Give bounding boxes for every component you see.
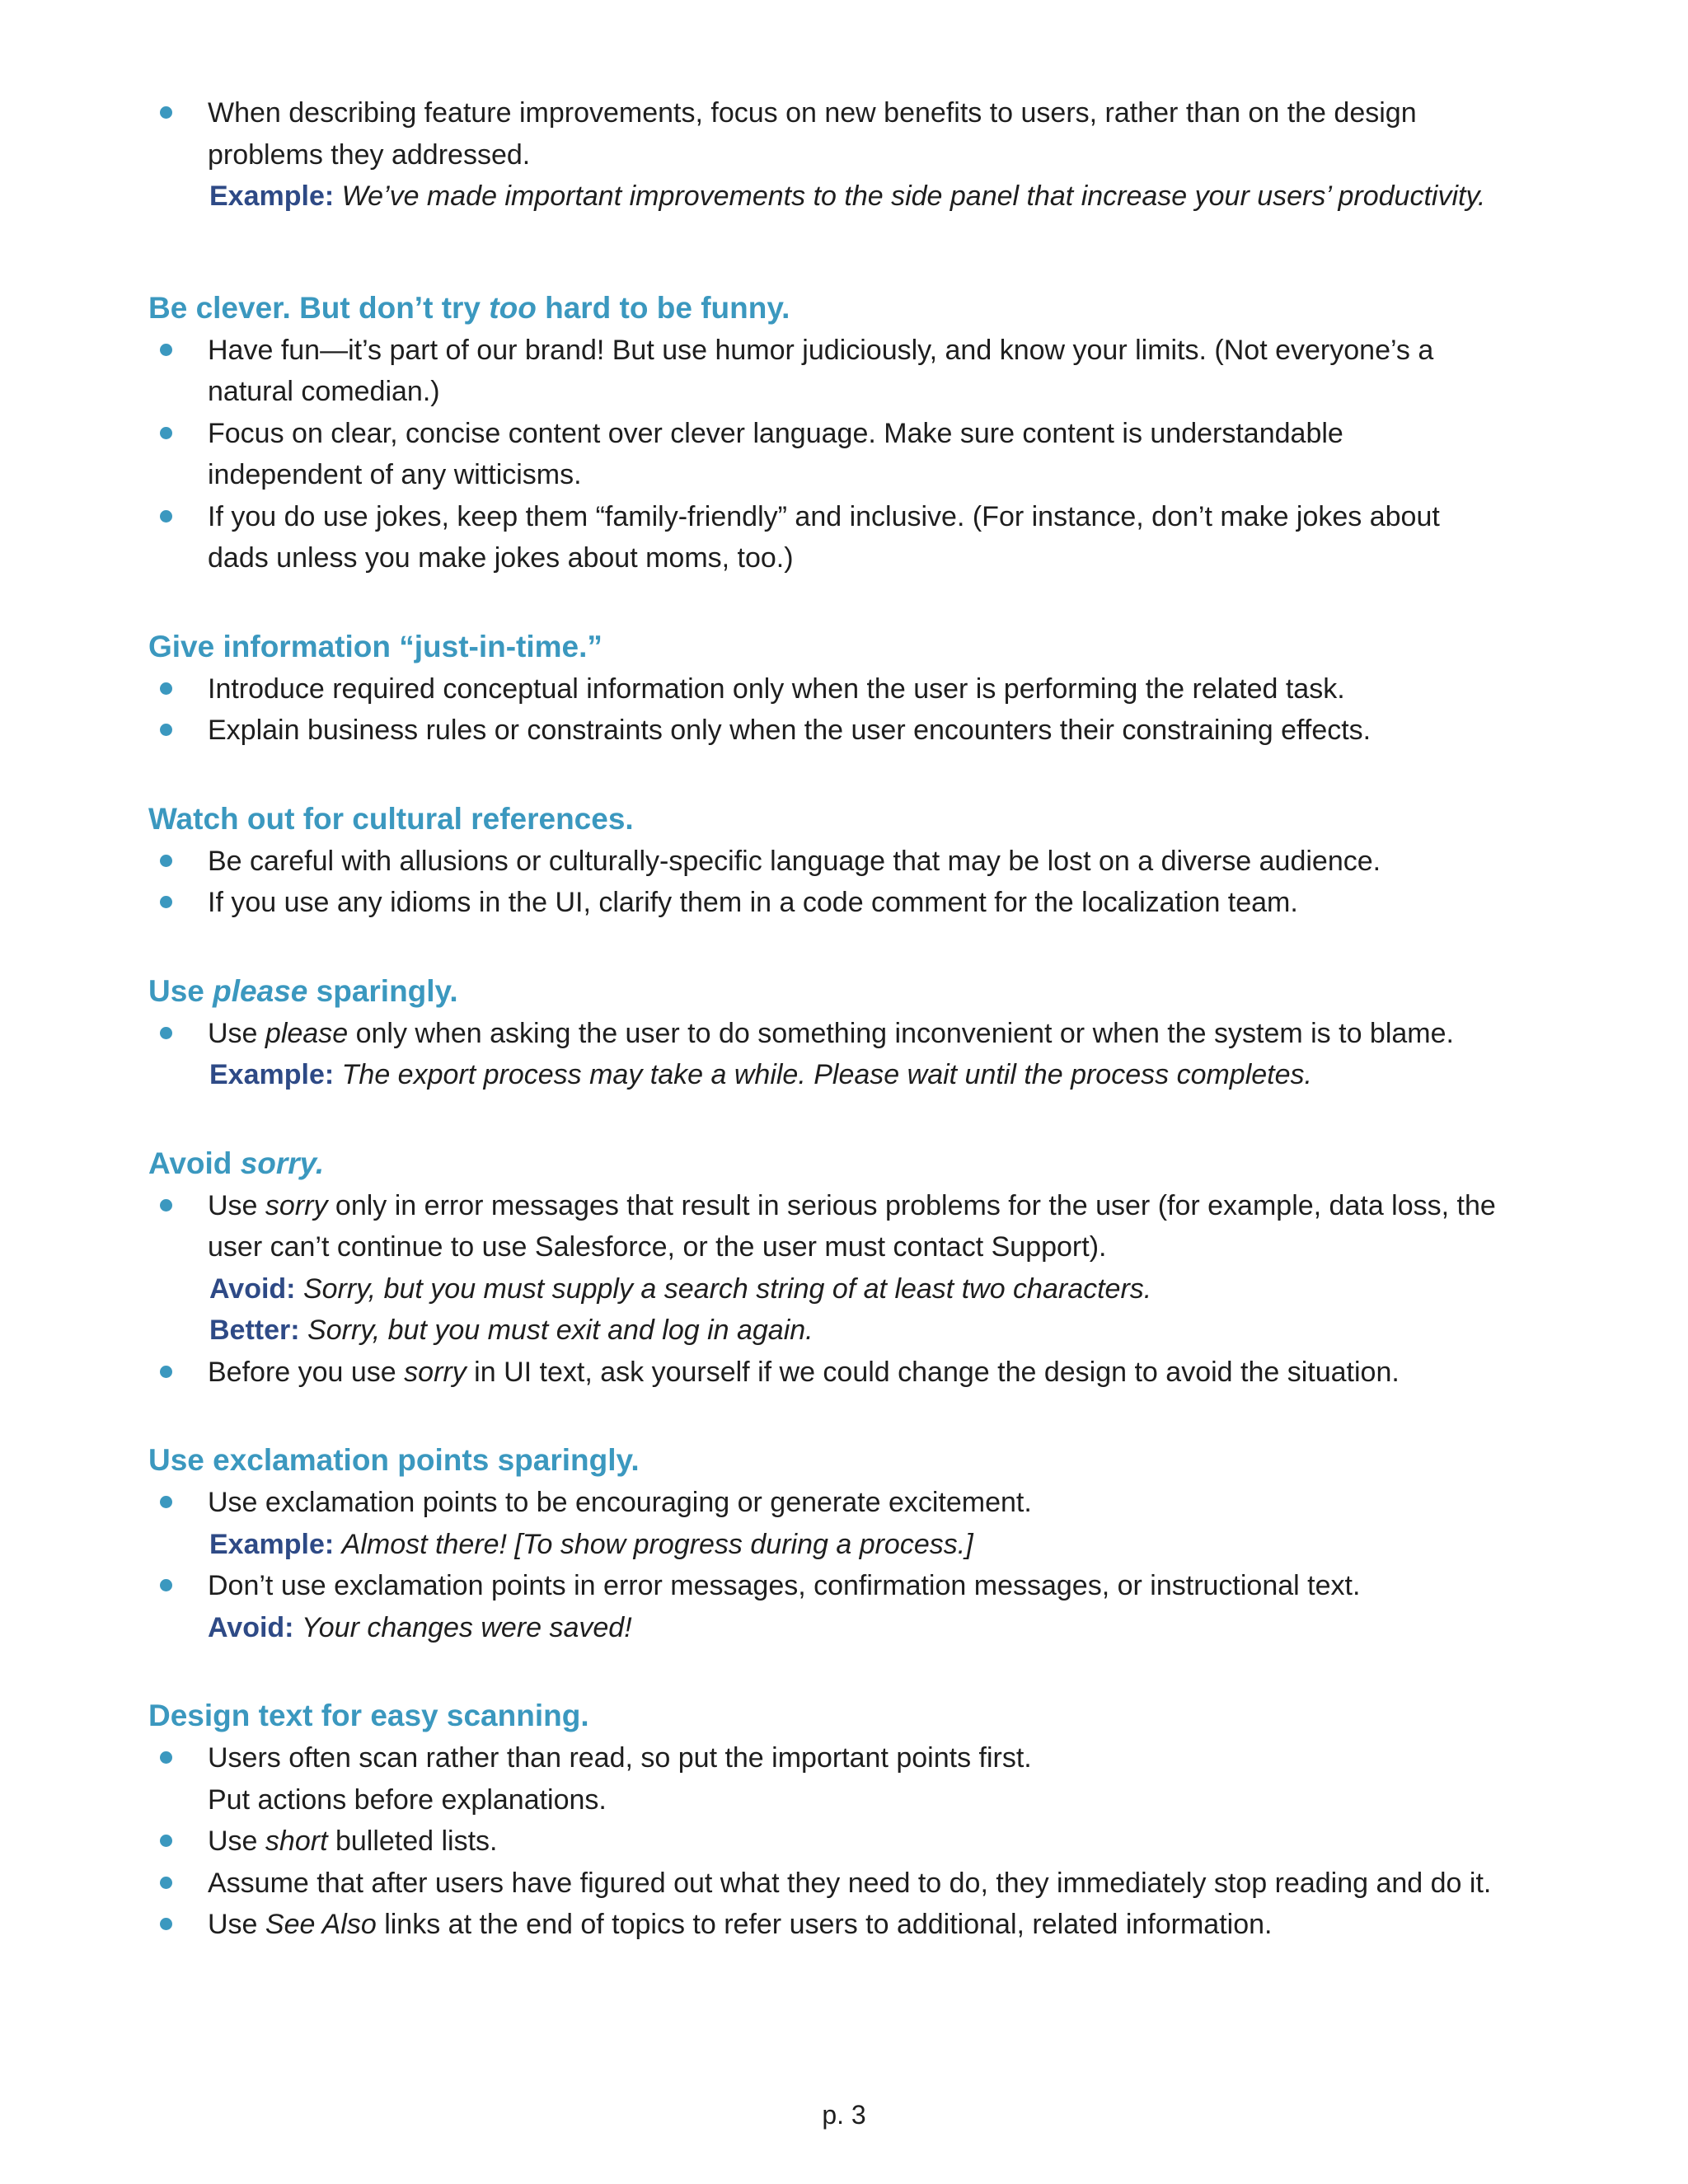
example-text: We’ve made important improvements to the side panel that increase your users’ productivity.	[341, 180, 1486, 212]
bullet-icon	[160, 1751, 172, 1764]
example-line	[208, 1524, 1500, 1566]
item-text: Assume that after users have figured out what they need to do, they immediately stop reading and do it.	[208, 1867, 1492, 1899]
item-text: If you use any idioms in the UI, clarify them in a code comment for the localization team.	[208, 887, 1298, 918]
item-text: Users often scan rather than read, so put the important points first.	[208, 1742, 1032, 1774]
item-text: Focus on clear, concise content over clever language. Make sure content is understandable independent of any witticisms.	[208, 417, 1343, 490]
list-item	[148, 1013, 1500, 1096]
list-item	[148, 92, 1500, 218]
title-part: hard to be funny.	[536, 290, 790, 325]
list-item	[148, 1185, 1500, 1352]
sorry-list	[148, 1185, 1500, 1394]
bullet-icon	[160, 427, 172, 439]
item-text: links at the end of topics to refer users to additional, related information.	[376, 1909, 1273, 1940]
bullet-icon	[160, 1918, 172, 1930]
list-item	[148, 1904, 1500, 1946]
item-text: Use	[208, 1189, 265, 1221]
item-emphasis: See Also	[265, 1909, 377, 1940]
item-text: Use	[208, 1825, 265, 1857]
item-text: Before you use	[208, 1356, 405, 1388]
cultural-list	[148, 841, 1500, 924]
item-emphasis: sorry	[404, 1356, 467, 1388]
clever-list	[148, 330, 1500, 579]
example-line	[208, 176, 1500, 218]
section-title-exclamation: Use exclamation points sparingly.	[148, 1443, 640, 1477]
list-item	[148, 1565, 1500, 1648]
title-emphasis: sorry.	[240, 1146, 325, 1180]
item-text: only in error messages that result in serious problems for the user (for example, data loss, the user can’t continue to use Salesforce, or the user must contact Support).	[208, 1189, 1496, 1263]
better-line	[208, 1310, 1500, 1352]
item-text: Be careful with allusions or culturally-specific language that may be lost on a diverse audience.	[208, 845, 1381, 877]
page-number: p. 3	[822, 2100, 866, 2130]
list-item	[148, 1737, 1500, 1821]
item-text: in UI text, ask yourself if we could change the design to avoid the situation.	[466, 1356, 1400, 1388]
page-content	[148, 92, 1500, 1946]
scan-list	[148, 1737, 1500, 1946]
title-emphasis: please	[213, 973, 308, 1008]
intro-list	[148, 92, 1500, 218]
bullet-icon	[160, 1877, 172, 1889]
section-title-just-in-time: Give information “just-in-time.”	[148, 629, 603, 663]
please-list	[148, 1013, 1500, 1096]
avoid-text: Your changes were saved!	[301, 1611, 632, 1643]
avoid-label: Avoid:	[208, 1611, 294, 1643]
item-text: Don’t use exclamation points in error messages, confirmation messages, or instructional text.	[208, 1570, 1361, 1601]
item-emphasis: sorry	[265, 1189, 328, 1221]
item-emphasis: short	[265, 1825, 328, 1857]
example-text: Almost there! [To show progress during a process.]	[341, 1528, 973, 1560]
bullet-icon	[160, 1496, 172, 1508]
bullet-icon	[160, 1366, 172, 1378]
title-emphasis: too	[489, 290, 537, 325]
bullet-icon	[160, 855, 172, 867]
list-item	[148, 413, 1500, 496]
bullet-icon	[160, 1835, 172, 1847]
example-label: Example:	[209, 1528, 335, 1560]
bullet-icon	[160, 106, 172, 119]
item-text: only when asking the user to do something inconvenient or when the system is to blame.	[348, 1017, 1454, 1049]
title-part: Avoid	[148, 1146, 241, 1180]
example-label: Example:	[209, 1059, 335, 1090]
list-item	[148, 841, 1500, 883]
item-text: Put actions before explanations.	[208, 1783, 607, 1816]
section-title-clever	[148, 287, 1500, 330]
list-item	[148, 496, 1500, 579]
item-text: Use exclamation points to be encouraging or generate excitement.	[208, 1487, 1032, 1518]
section-title-scanning: Design text for easy scanning.	[148, 1699, 589, 1732]
item-text: Use	[208, 1017, 265, 1049]
section-title-sorry	[148, 1142, 1500, 1185]
list-item	[148, 1821, 1500, 1863]
jit-list	[148, 668, 1500, 752]
better-label: Better:	[209, 1315, 300, 1346]
avoid-line	[208, 1607, 1500, 1649]
bullet-icon	[160, 1027, 172, 1039]
list-item	[148, 1863, 1500, 1905]
title-part: Be clever. But don’t try	[148, 290, 490, 325]
list-item	[148, 668, 1500, 710]
avoid-text: Sorry, but you must supply a search string of at least two characters.	[302, 1272, 1152, 1305]
list-item	[148, 330, 1500, 413]
bullet-icon	[160, 1199, 172, 1212]
list-item	[148, 1482, 1500, 1565]
example-line	[208, 1054, 1500, 1096]
bullet-icon	[160, 510, 172, 523]
example-text: The export process may take a while. Please wait until the process completes.	[341, 1059, 1312, 1090]
example-label: Example:	[209, 180, 335, 212]
better-text: Sorry, but you must exit and log in again.	[307, 1315, 814, 1346]
bullet-icon	[160, 682, 172, 695]
bullet-icon	[160, 344, 172, 356]
item-emphasis: please	[265, 1017, 349, 1049]
bullet-icon	[160, 1579, 172, 1591]
title-part: Use	[148, 973, 213, 1008]
section-title-cultural: Watch out for cultural references.	[148, 801, 634, 836]
item-text: Have fun—it’s part of our brand! But use humor judiciously, and know your limits. (Not everyone’s a natural comedian.)	[208, 334, 1434, 407]
item-text: When describing feature improvements, focus on new benefits to users, rather than on the design problems they addressed.	[208, 97, 1417, 171]
item-text: Introduce required conceptual information only when the user is performing the related task.	[208, 673, 1345, 705]
item-text: Explain business rules or constraints only when the user encounters their constraining effects.	[208, 715, 1372, 746]
avoid-label: Avoid:	[209, 1272, 296, 1305]
item-text: If you do use jokes, keep them “family-friendly” and inclusive. (For instance, don’t make jokes about dads unless you make jokes about moms, too.)	[208, 500, 1440, 574]
exclaim-list	[148, 1482, 1500, 1648]
avoid-line	[208, 1268, 1500, 1310]
item-text: Use	[208, 1909, 265, 1940]
bullet-icon	[160, 724, 172, 736]
item-text: bulleted lists.	[327, 1825, 498, 1857]
list-item	[148, 1352, 1500, 1394]
title-part: sparingly.	[307, 973, 458, 1008]
list-item	[148, 710, 1500, 752]
list-item	[148, 882, 1500, 924]
bullet-icon	[160, 896, 172, 908]
section-title-please	[148, 970, 1500, 1013]
